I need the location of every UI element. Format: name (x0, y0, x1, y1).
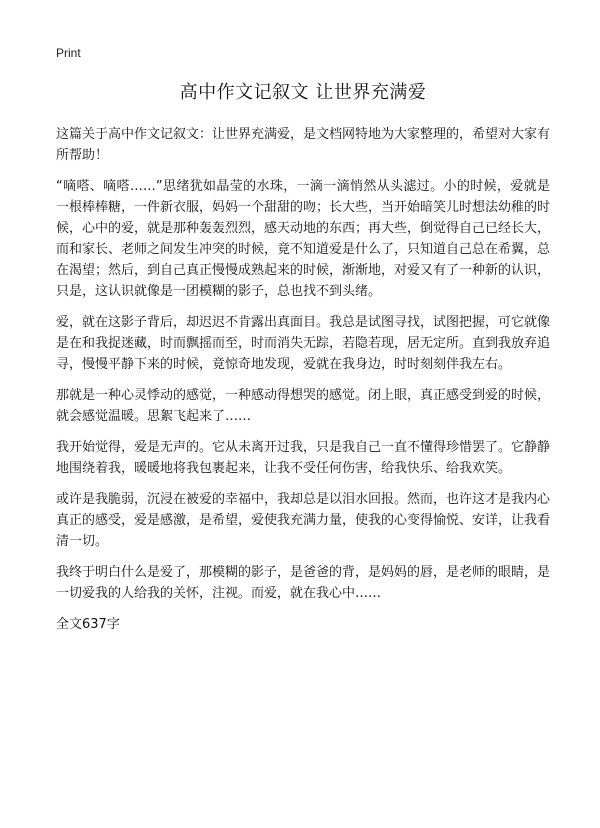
article-paragraph-3: 那就是一种心灵悸动的感觉，一种感动得想哭的感觉。闭上眼，真正感受到爱的时候，就会感觉温暖。思絮飞起来了…… (56, 388, 551, 424)
article-paragraph-4: 我开始觉得，爱是无声的。它从未离开过我，只是我自己一直不懂得珍惜罢了。它静静地围绕着我，暖暖地将我包裹起来，让我不受任何伤害，给我快乐、给我欢笑。 (56, 440, 551, 476)
article-paragraph-2: 爱，就在这影子背后，却迟迟不肯露出真面目。我总是试图寻找，试图把握，可它就像是在和我捉迷藏，时而飘摇而至，时而消失无踪，若隐若现，居无定所。直到我放弃追寻，慢慢平静下来的时候，竟惊奇地发现，爱就在我身边，时时刻刻伴我左右。 (56, 315, 551, 372)
word-count: 全文637字 (56, 617, 120, 632)
article-paragraph-5: 或许是我脆弱，沉浸在被爱的幸福中，我却总是以泪水回报。然而，也许这才是我内心真正的感受，爱是感激，是希望，爱使我充满力量，使我的心变得愉悦、安详，让我看清一切。 (56, 492, 551, 549)
article-paragraph-1: “嘀嗒、嘀嗒……”思绪犹如晶莹的水珠，一滴一滴悄然从头滤过。小的时候，爱就是一根棒棒糖，一件新衣服，妈妈一个甜甜的吻；长大些，当开始暗笑儿时想法幼稚的时候，心中的爱，就是那种轰轰烈烈，感天动地的东西；再大些，倒觉得自己已经长大，而和家长、老师之间发生冲突的时候，竟不知道爱是什么了，只知道自己总在希翼，总在渴望；然后，到自己真正慢慢成熟起来的时候，渐渐地，对爱又有了一种新的认识，只是，这认识就像是一团模糊的影子，总也找不到头绪。 (56, 179, 551, 299)
article-paragraph-6: 我终于明白什么是爱了，那模糊的影子，是爸爸的背，是妈妈的唇，是老师的眼睛，是一切爱我的人给我的关怀，注视。而爱，就在我心中…… (56, 565, 551, 601)
article-intro: 这篇关于高中作文记叙文：让世界充满爱，是文档网特地为大家整理的，希望对大家有所帮助！ (56, 127, 551, 163)
print-link[interactable]: Print (56, 46, 81, 60)
article (56, 80, 550, 635)
article-title: 高中作文记叙文 让世界充满爱 (179, 82, 427, 103)
